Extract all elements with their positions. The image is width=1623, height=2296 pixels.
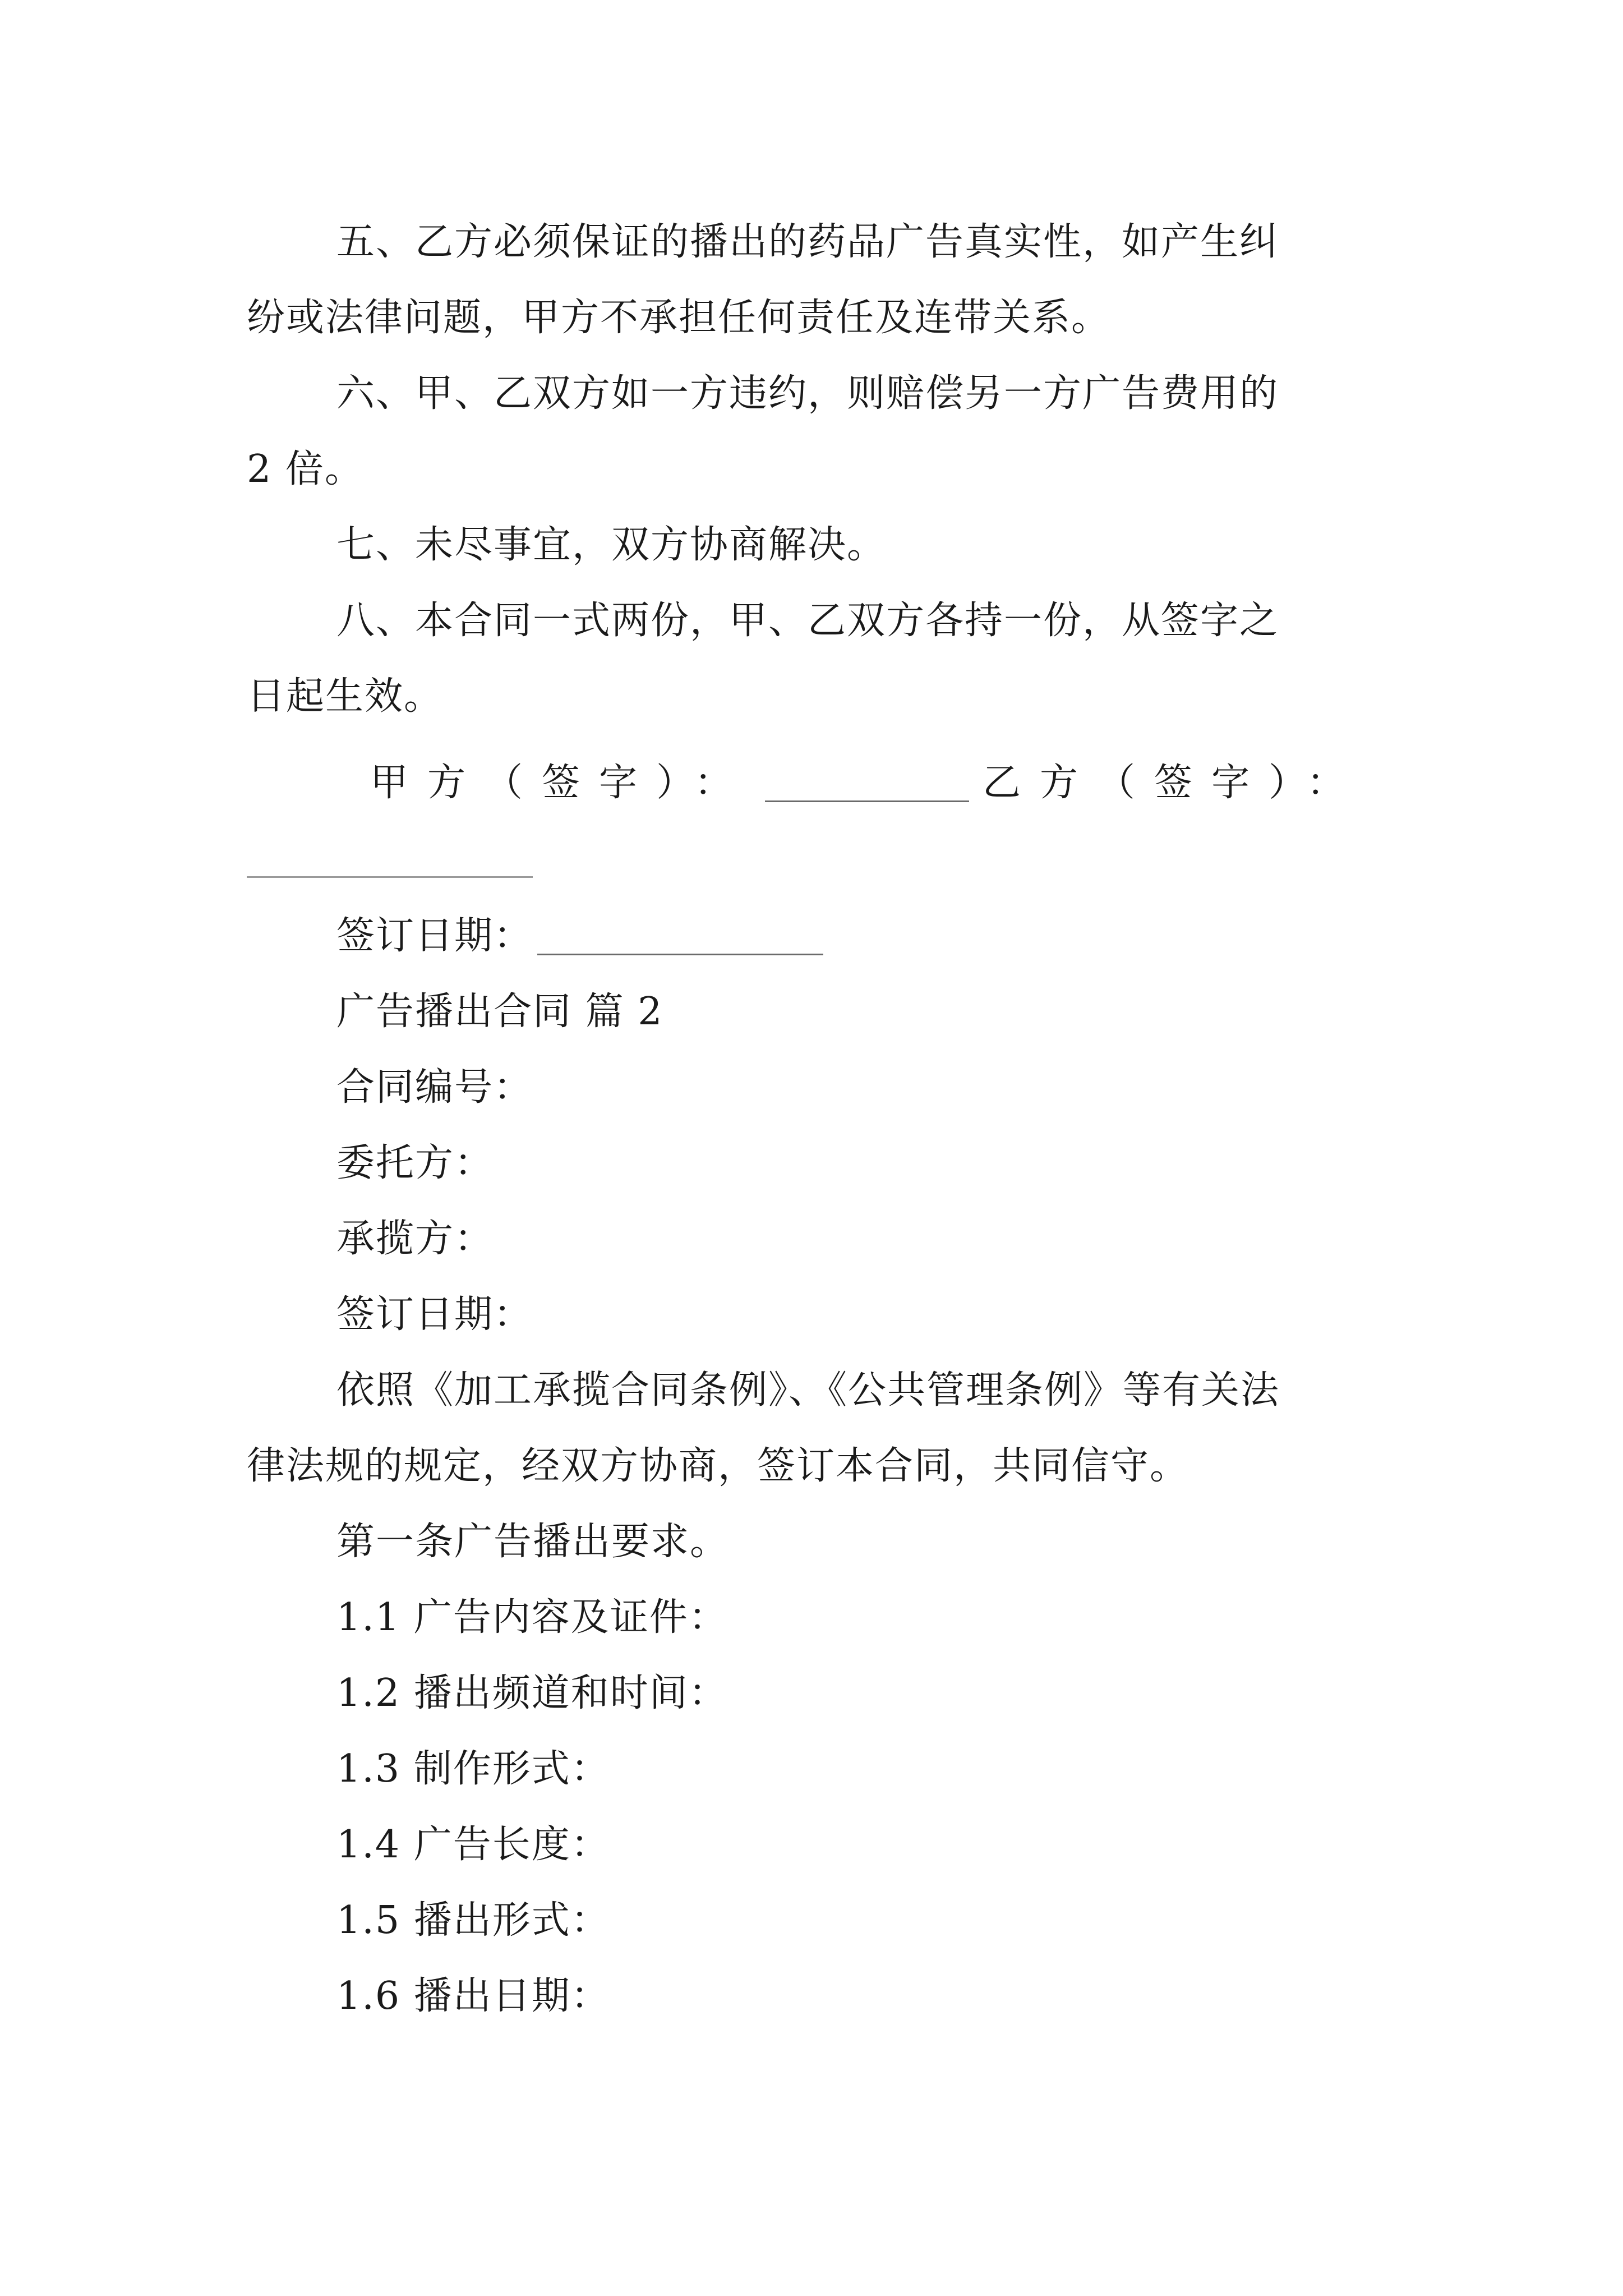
party-a-signature-label: 甲方（签字）： bbox=[370, 761, 752, 805]
basis-line-2: 律法规的规定，经双方协商，签订本合同，共同信守。 bbox=[247, 1444, 1189, 1488]
party-a-signature-blank bbox=[765, 766, 969, 802]
client-label: 委托方： bbox=[336, 1141, 494, 1185]
clause-8-line-1: 八、本合同一式两份，甲、乙双方各持一份，从签字之 bbox=[336, 599, 1279, 643]
item-1-1: 1.1 广告内容及证件： bbox=[336, 1595, 728, 1640]
item-1-2: 1.2 播出频道和时间： bbox=[336, 1671, 728, 1715]
sign-date-row bbox=[336, 914, 823, 958]
clause-6-line-2: 2 倍。 bbox=[247, 447, 364, 491]
sign-date-blank bbox=[537, 919, 823, 955]
item-1-3: 1.3 制作形式： bbox=[336, 1747, 610, 1791]
clause-6-line-1: 六、甲、乙双方如一方违约，则赔偿另一方广告费用的 bbox=[336, 371, 1279, 416]
party-b-signature-label: 乙方（签字）： bbox=[982, 761, 1364, 805]
contractor-label: 承揽方： bbox=[336, 1217, 494, 1261]
article-1-title: 第一条广告播出要求。 bbox=[336, 1520, 730, 1564]
clause-7: 七、未尽事宜，双方协商解决。 bbox=[336, 523, 887, 567]
contract-number-label: 合同编号： bbox=[336, 1065, 533, 1110]
clause-5-line-1: 五、乙方必须保证的播出的药品广告真实性，如产生纠 bbox=[336, 220, 1279, 264]
item-1-5: 1.5 播出形式： bbox=[336, 1898, 610, 1943]
section-title: 广告播出合同 篇 2 bbox=[336, 990, 663, 1034]
signature-row bbox=[370, 761, 1364, 805]
basis-line-1: 依照《加工承揽合同条例》、《公共管理条例》等有关法 bbox=[336, 1368, 1280, 1412]
sign-date-label: 签订日期： bbox=[336, 914, 533, 958]
party-b-signature-blank bbox=[247, 876, 533, 878]
clause-5-line-2: 纷或法律问题，甲方不承担任何责任及连带关系。 bbox=[247, 296, 1111, 340]
item-1-6: 1.6 播出日期： bbox=[336, 1974, 610, 2018]
sign-date-label-2: 签订日期： bbox=[336, 1292, 533, 1337]
item-1-4: 1.4 广告长度： bbox=[336, 1823, 610, 1867]
clause-8-line-2: 日起生效。 bbox=[247, 674, 444, 719]
